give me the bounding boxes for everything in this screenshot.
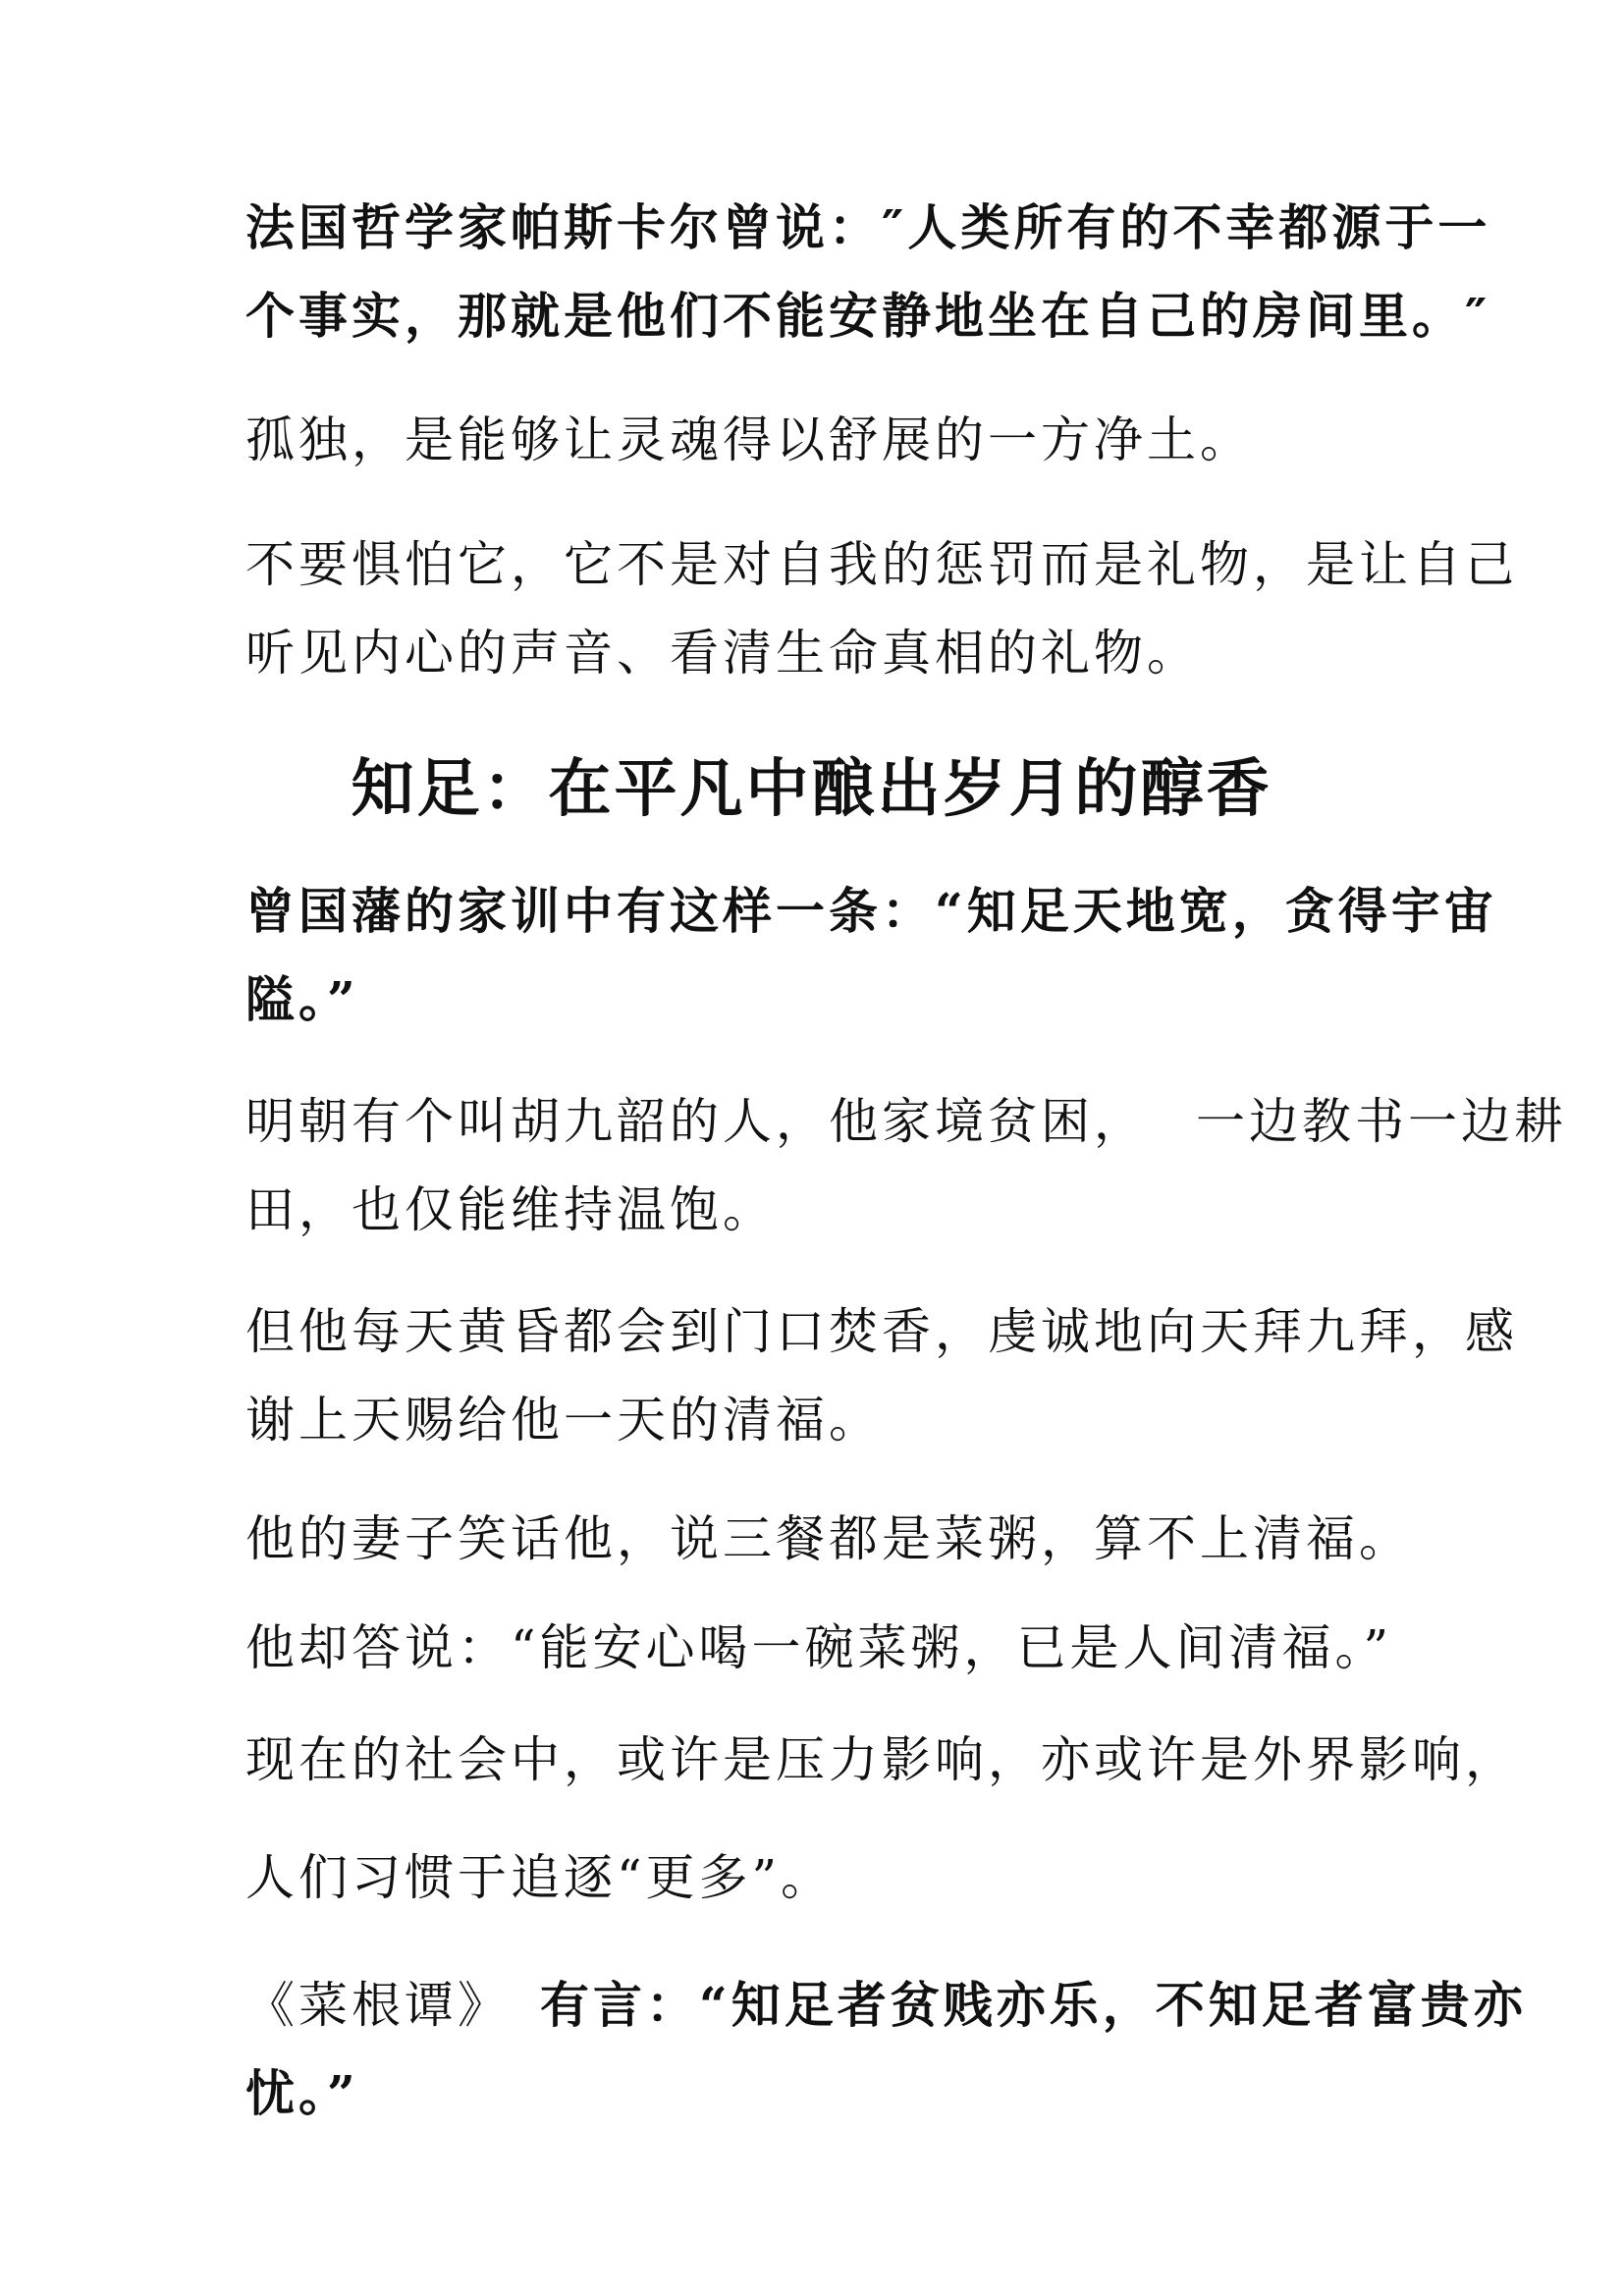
paragraph-dont-fear-line-1: 不要惧怕它，它不是对自我的惩罚而是礼物，是让自己	[245, 536, 1518, 593]
paragraph-hu-jiushao-line-1	[245, 1092, 1567, 1151]
paragraph-hu-jiushao-line-1-part-b: 一边教书一边耕	[1196, 1093, 1567, 1150]
paragraph-zeng-guofan-line-2: 隘。”	[245, 970, 359, 1028]
paragraph-modern-society-line-1: 现在的社会中，或许是压力影响，亦或许是外界影响，	[245, 1731, 1518, 1788]
paragraph-modern-society-line-2: 人们习惯于追逐“更多”。	[245, 1849, 835, 1906]
paragraph-pascal-quote-line-2: 个事实，那就是他们不能安静地坐在自己的房间里。″	[245, 287, 1491, 345]
paragraph-pascal-quote-line-1: 法国哲学家帕斯卡尔曾说：″人类所有的不幸都源于一	[245, 198, 1491, 256]
paragraph-caigentan-book-title: 《菜根谭》	[245, 1977, 511, 2034]
paragraph-incense-line-1: 但他每天黄昏都会到门口焚香，虔诚地向天拜九拜，感	[245, 1303, 1518, 1360]
section-heading-contentment: 知足：在平凡中酿出岁月的醇香	[351, 752, 1272, 826]
paragraph-incense-line-2: 谢上天赐给他一天的清福。	[245, 1392, 882, 1449]
paragraph-zeng-guofan-line-1: 曾国藩的家训中有这样一条：“知足天地宽，贪得宇宙	[245, 882, 1497, 940]
paragraph-hu-jiushao-line-2: 田，也仅能维持温饱。	[245, 1181, 776, 1238]
paragraph-caigentan-line-1	[245, 1976, 1527, 2035]
paragraph-dont-fear-line-2: 听见内心的声音、看清生命真相的礼物。	[245, 625, 1200, 682]
paragraph-hu-jiushao-line-1-part-a: 明朝有个叫胡九韶的人，他家境贫困，	[245, 1093, 1147, 1150]
paragraph-his-answer: 他却答说：“能安心喝一碗菜粥，已是人间清福。”	[245, 1619, 1393, 1676]
paragraph-caigentan-quote: 有言：“知足者贫贱亦乐，不知足者富贵亦	[540, 1976, 1527, 2034]
paragraph-solitude: 孤独，是能够让灵魂得以舒展的一方净土。	[245, 411, 1253, 468]
paragraph-wife-laughs: 他的妻子笑话他，说三餐都是菜粥，算不上清福。	[245, 1510, 1412, 1567]
paragraph-caigentan-line-2: 忧。”	[245, 2064, 359, 2122]
